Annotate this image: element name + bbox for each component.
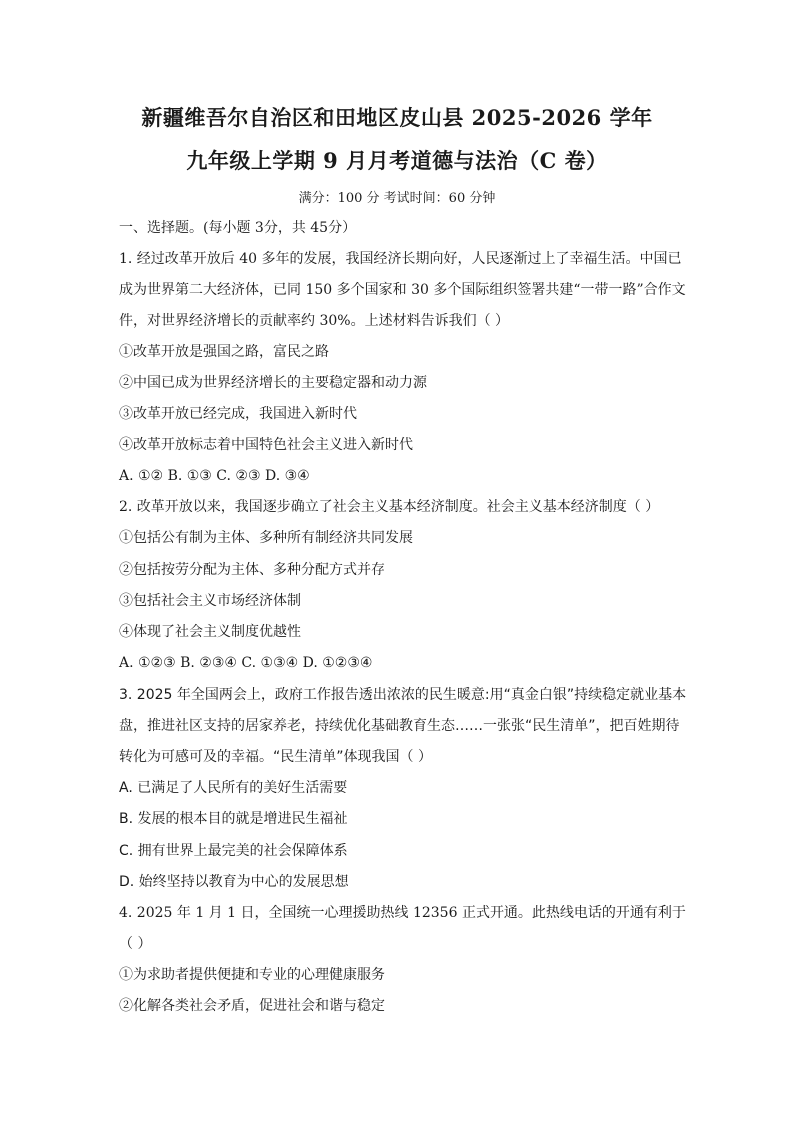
q1-item: ④改革开放标志着中国特色社会主义进入新时代	[119, 437, 413, 453]
q3-choice: C. 拥有世界上最完美的社会保障体系	[119, 843, 348, 859]
exam-title-line1: 新疆维吾尔自治区和田地区皮山县 2025-2026 学年	[141, 105, 653, 130]
q2-item: ③包括社会主义市场经济体制	[119, 593, 301, 609]
q1-item: ①改革开放是强国之路，富民之路	[119, 344, 329, 360]
q3-choice: B. 发展的根本目的就是增进民生福祉	[119, 811, 348, 827]
q3-stem-line: 转化为可感可及的幸福。“民生清单”体现我国（ ）	[119, 749, 432, 765]
q2-stem-line: 2. 改革开放以来，我国逐步确立了社会主义基本经济制度。社会主义基本经济制度（ ）	[119, 499, 660, 515]
section-heading: 一、选择题。(每小题 3分，共 45分）	[119, 220, 357, 236]
q3-choice: D. 始终坚持以教育为中心的发展思想	[119, 874, 349, 890]
q2-item: ④体现了社会主义制度优越性	[119, 624, 301, 640]
q3-stem-line: 盘，推进社区支持的居家养老，持续优化基础教育生态……一张张“民生清单”，把百姓期待	[119, 718, 680, 734]
q2-item: ①包括公有制为主体、多种所有制经济共同发展	[119, 530, 413, 546]
q4-stem-line: （ ）	[119, 936, 152, 952]
q1-stem-line: 件，对世界经济增长的贡献率约 30%。上述材料告诉我们（ ）	[119, 313, 510, 329]
q2-item: ②包括按劳分配为主体、多种分配方式并存	[119, 562, 385, 578]
q4-item: ①为求助者提供便捷和专业的心理健康服务	[119, 967, 385, 983]
q3-choice: A. 已满足了人民所有的美好生活需要	[119, 780, 348, 796]
q1-item: ②中国已成为世界经济增长的主要稳定器和动力源	[119, 375, 427, 391]
q1-options: A. ①② B. ①③ C. ②③ D. ③④	[119, 468, 310, 484]
q3-stem-line: 3. 2025 年全国两会上，政府工作报告透出浓浓的民生暖意:用“真金白银”持续稳定就业基本	[119, 687, 687, 703]
exam-meta: 满分：100 分 考试时间：60 分钟	[298, 191, 496, 206]
exam-title-line2: 九年级上学期 9 月月考道德与法治（C 卷）	[186, 148, 608, 173]
q4-stem-line: 4. 2025 年 1 月 1 日，全国统一心理援助热线 12356 正式开通。此热线电话的开通有利于	[119, 905, 686, 921]
q4-item: ②化解各类社会矛盾，促进社会和谐与稳定	[119, 998, 385, 1014]
q1-stem-line: 成为世界第二大经济体，已同 150 多个国家和 30 多个国际组织签署共建“一带一路”合作文	[119, 282, 686, 298]
q2-options: A. ①②③ B. ②③④ C. ①③④ D. ①②③④	[119, 655, 373, 671]
q1-item: ③改革开放已经完成，我国进入新时代	[119, 406, 357, 422]
q1-stem-line: 1. 经过改革开放后 40 多年的发展，我国经济长期向好，人民逐渐过上了幸福生活。中国已	[119, 251, 682, 267]
